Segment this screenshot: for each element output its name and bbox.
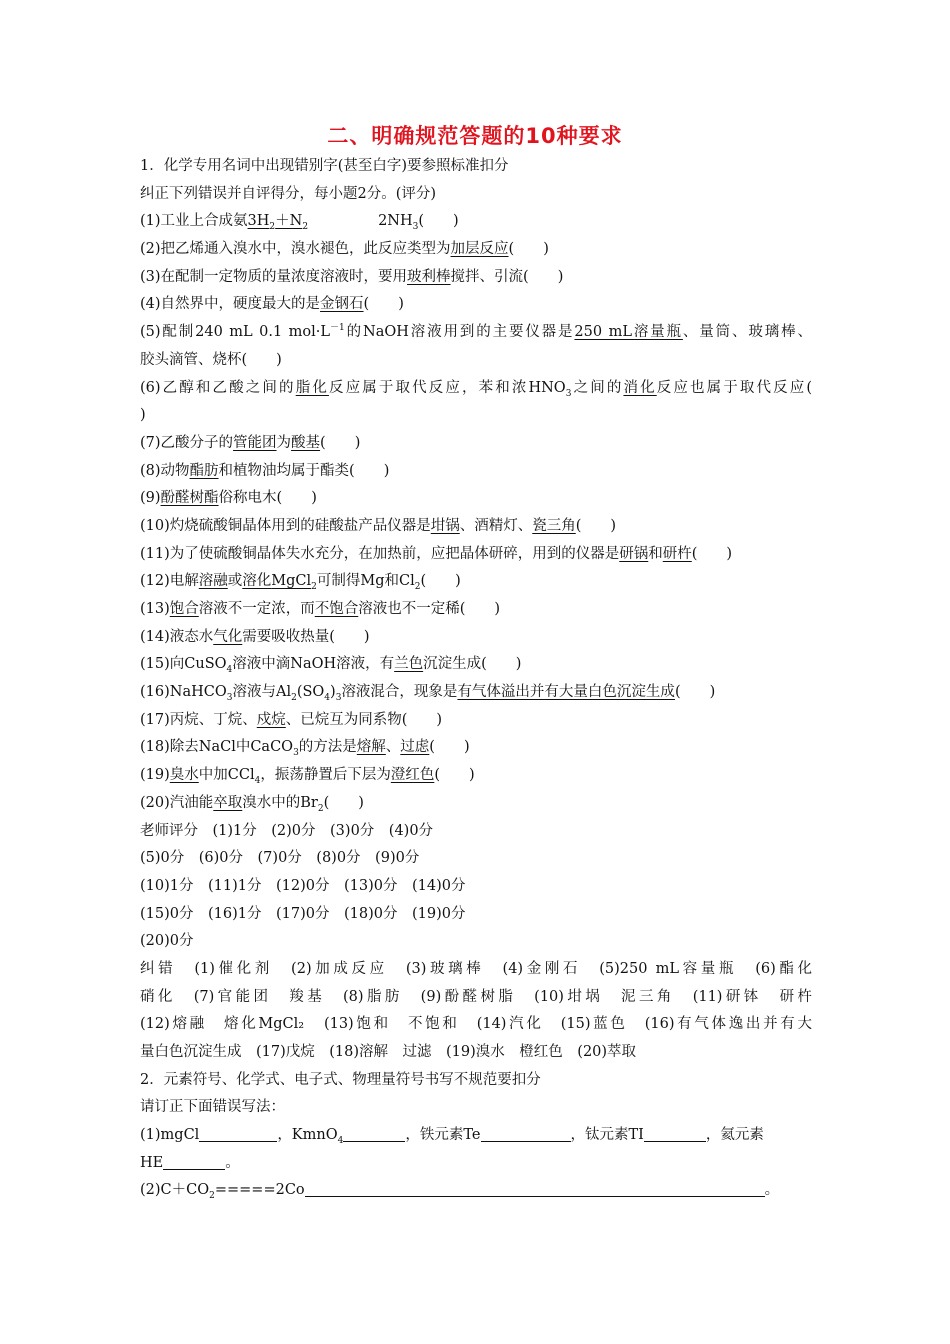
question-2: (2)把乙烯通入溴水中，溴水褪色，此反应类型为加层反应( ) xyxy=(140,241,549,258)
section2-instruction: 请订正下面错误写法： xyxy=(140,1099,285,1116)
answer-blank[interactable] xyxy=(199,1125,277,1142)
document-body xyxy=(140,153,812,1205)
question-4: (4)自然界中，硬度最大的是金钢石( ) xyxy=(140,296,404,313)
section2-heading: 2．元素符号、化学式、电子式、物理量符号书写不规范要扣分 xyxy=(140,1071,541,1088)
error-term: 研杵 xyxy=(662,545,692,562)
error-term: 饱合 xyxy=(169,601,199,617)
question-6: (6)乙醇和乙酸之间的脂化反应属于取代反应，苯和浓$HNO_3$之间的消化反应也属于取代反应( xyxy=(140,379,812,399)
section2-item-1: (1)mgCl ，KmnO$_4$ ，铁元素Te ，钛元素TI ，氦元素 xyxy=(140,1127,764,1146)
score-line-1: 老师评分 (1)1分 (2)0分 (3)0分 (4)0分 xyxy=(140,822,434,839)
correction-line-2: 硝化 (7)官能团 羧基 (8)脂肪 (9)酚醛树脂 (10)坩埚 泥三角 (11)研钵 研杵 xyxy=(140,988,812,1005)
section1-instruction: 纠正下列错误并自评得分，每小题2分。(评分) xyxy=(140,185,437,202)
question-5-cont: 胶头滴管、烧杯( ) xyxy=(140,351,282,368)
answer-blank[interactable] xyxy=(481,1125,571,1142)
question-18: (18)除去NaCl中CaCO$_3$的方法是熔解、过虑( ) xyxy=(140,739,470,759)
score-line-4: (15)0分 (16)1分 (17)0分 (18)0分 (19)0分 xyxy=(140,905,466,922)
question-12: (12)电解溶融或溶化MgCl$_2$可制得Mg和$Cl_2$( ) xyxy=(140,573,461,593)
equation-left: $3H_2+N_2$ xyxy=(247,213,309,233)
answer-blank[interactable] xyxy=(343,1125,405,1142)
error-term: 有气体溢出并有大量白色沉淀生成 xyxy=(457,684,675,701)
error-term: 不饱合 xyxy=(314,601,359,617)
error-term: 兰色 xyxy=(394,656,424,673)
question-19: (19)臭水中加CCl$_4$，振荡静置后下层为澄红色( ) xyxy=(140,767,475,787)
answer-blank[interactable] xyxy=(163,1153,225,1170)
question-5: (5)配制240 mL 0.1 $mol\cdot L^{-1}$的NaOH溶液用到的主要仪器是250 mL溶量瓶、量筒、玻璃棒、 xyxy=(140,323,812,341)
question-10: (10)灼烧硫酸铜晶体用到的硅酸盐产品仪器是坩锅、酒精灯、瓷三角( ) xyxy=(140,517,617,534)
error-term: 瓷三角 xyxy=(532,517,576,534)
error-term: 研锅 xyxy=(619,545,649,562)
question-16: (16)NaHCO$_3$溶液与$Al_2(SO_4)_3$溶液混合，现象是有气体溢出并有大量白色沉淀生成( ) xyxy=(140,684,716,703)
error-term: 管能团 xyxy=(233,434,277,451)
error-term: 坩锅 xyxy=(430,517,460,534)
answer-blank[interactable] xyxy=(644,1125,706,1142)
error-term: 熔解 xyxy=(356,739,386,756)
error-term: 澄红色 xyxy=(390,767,435,784)
correction-line-1: 纠错 (1)催化剂 (2)加成反应 (3)玻璃棒 (4)金刚石 (5)250 mL容量瓶 (6)酯化 xyxy=(140,960,812,977)
error-term: 酸基 xyxy=(291,434,321,451)
question-14: (14)液态水气化需要吸收热量( ) xyxy=(140,628,370,645)
question-17: (17)丙烷、丁烷、戍烷、已烷互为同系物( ) xyxy=(140,711,443,728)
question-15: (15)向CuSO$_4$溶液中滴NaOH溶液，有兰色沉淀生成( ) xyxy=(140,656,522,676)
error-term: 金钢石 xyxy=(320,296,364,313)
question-6-cont: ) xyxy=(140,407,146,424)
equation-right: $2NH_3$ xyxy=(378,213,419,233)
error-term: 酯肪 xyxy=(189,462,219,479)
page-title: 二、明确规范答题的10种要求 xyxy=(327,124,623,148)
question-11: (11)为了使硫酸铜晶体失水充分，在加热前，应把晶体研碎，用到的仪器是研锅和研杵( ) xyxy=(140,545,733,562)
question-13: (13)饱合溶液不一定浓，而不饱合溶液也不一定稀( ) xyxy=(140,601,501,617)
error-term: 溶化MgCl$_2$ xyxy=(242,573,317,593)
question-8: (8)动物酯肪和植物油均属于酯类( ) xyxy=(140,462,390,479)
section2-item-1-cont: HE 。 xyxy=(140,1154,240,1171)
answer-blank[interactable] xyxy=(305,1180,765,1197)
error-term: 消化 xyxy=(623,379,657,396)
error-term: 臭水 xyxy=(169,767,199,784)
score-line-2: (5)0分 (6)0分 (7)0分 (8)0分 (9)0分 xyxy=(140,850,420,867)
error-term: 酚醛树酯 xyxy=(160,490,219,507)
error-term: 脂化 xyxy=(295,379,329,396)
error-term: 250 mL溶量瓶 xyxy=(574,324,683,341)
error-term: 溶融 xyxy=(198,573,228,590)
question-3: (3)在配制一定物质的量浓度溶液时，要用玻利棒搅拌、引流( ) xyxy=(140,268,564,285)
score-line-5: (20)0分 xyxy=(140,933,194,950)
correction-line-3: (12)熔融 熔化MgCl₂ (13)饱和 不饱和 (14)汽化 (15)蓝色 (16)有气体逸出并有大 xyxy=(140,1016,812,1033)
correction-line-4: 量白色沉淀生成 (17)戊烷 (18)溶解 过滤 (19)溴水 橙红色 (20)萃取 xyxy=(140,1044,637,1060)
question-1: (1)工业上合成氨$3H_2+N_2$ $2NH_3$( ) xyxy=(140,213,459,233)
section1-heading: 1．化学专用名词中出现错别字(甚至白字)要参照标准扣分 xyxy=(140,158,509,174)
error-term: 加层反应 xyxy=(450,241,509,258)
section2-item-2: $(2)C+CO_2=====2Co$ 。 xyxy=(140,1182,780,1202)
question-7: (7)乙酸分子的管能团为酸基( ) xyxy=(140,434,361,451)
error-term: 气化 xyxy=(213,628,243,645)
error-term: 卒取 xyxy=(213,794,243,811)
error-term: 过虑 xyxy=(400,739,430,756)
error-term: 玻利棒 xyxy=(407,268,451,285)
question-9: (9)酚醛树酯俗称电木( ) xyxy=(140,490,317,507)
question-20: (20)汽油能卒取溴水中的$Br_2$( ) xyxy=(140,794,364,814)
score-line-3: (10)1分 (11)1分 (12)0分 (13)0分 (14)0分 xyxy=(140,877,466,894)
error-term: 戍烷 xyxy=(256,711,286,728)
